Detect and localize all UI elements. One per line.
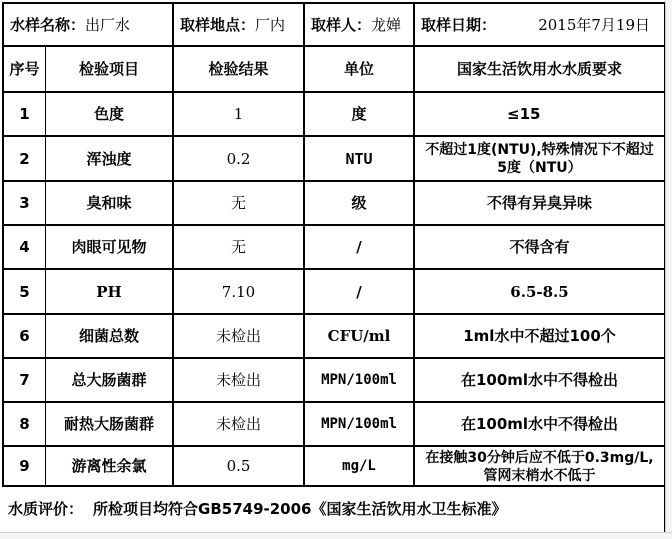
row-number[interactable]: 5 [19, 282, 30, 301]
requirement[interactable]: 不得有异臭异味 [486, 194, 592, 212]
test-item[interactable]: 细菌总数 [78, 327, 139, 345]
location-value: 厂内 [255, 15, 286, 34]
evaluation-text: 所检项目均符合GB5749-2006《国家生活饮用水卫生标准》 [93, 500, 507, 518]
quality-evaluation[interactable] [8, 498, 507, 519]
row-number[interactable]: 2 [19, 149, 30, 168]
unit[interactable]: / [356, 282, 362, 301]
row-number[interactable]: 9 [19, 457, 30, 475]
requirement[interactable]: 1ml水中不超过100个 [463, 327, 616, 345]
test-result[interactable]: 无 [230, 238, 246, 256]
sample-name-label: 水样名称： [10, 15, 86, 34]
column-header-requirement[interactable]: 国家生活饮用水水质要求 [456, 60, 622, 78]
sampler-value: 龙婵 [371, 15, 402, 34]
grid-line [2, 485, 666, 487]
location-label: 取样地点： [180, 15, 256, 34]
test-item[interactable]: 浑浊度 [86, 149, 132, 168]
requirement[interactable]: 在100ml水中不得检出 [460, 415, 619, 433]
evaluation-label: 水质评价： [8, 500, 84, 518]
requirement[interactable]: 在100ml水中不得检出 [460, 371, 619, 389]
date-value: 2015年7月19日 [538, 15, 650, 34]
vertical-scrollbar[interactable] [665, 0, 672, 539]
unit[interactable]: mg/L [342, 458, 376, 474]
column-header-no[interactable]: 序号 [9, 60, 40, 78]
row-number[interactable]: 4 [19, 238, 30, 256]
row-number[interactable]: 3 [19, 194, 30, 212]
test-result[interactable]: 0.2 [226, 149, 251, 168]
test-result[interactable]: 未检出 [215, 327, 261, 345]
unit[interactable]: CFU/ml [327, 327, 391, 345]
row-number[interactable]: 1 [19, 105, 30, 123]
row-number[interactable]: 8 [19, 415, 30, 433]
unit[interactable]: / [356, 238, 362, 256]
unit[interactable]: MPN/100ml [321, 416, 397, 432]
test-result[interactable]: 0.5 [226, 457, 251, 475]
test-result[interactable]: 未检出 [215, 371, 261, 389]
sample-name-value: 出厂水 [85, 15, 131, 34]
test-result[interactable]: 未检出 [215, 415, 261, 433]
requirement[interactable]: 在接触30分钟后应不低于0.3mg/L,管网末梢水不低于 [425, 450, 654, 484]
row-number[interactable]: 6 [19, 327, 30, 345]
horizontal-scrollbar[interactable] [0, 532, 672, 539]
test-item[interactable]: 臭和味 [86, 194, 132, 212]
test-item[interactable]: 色度 [93, 105, 124, 123]
requirement[interactable]: 不得含有 [509, 238, 570, 256]
test-item[interactable]: 总大肠菌群 [71, 371, 147, 389]
test-result[interactable]: 无 [230, 194, 246, 212]
row-number[interactable]: 7 [19, 371, 30, 389]
sample-name-cell[interactable] [4, 4, 172, 45]
test-item[interactable]: PH [96, 282, 122, 301]
requirement[interactable]: ≤15 [507, 105, 541, 123]
unit[interactable]: 级 [351, 194, 367, 212]
date-label: 取样日期： [421, 15, 497, 34]
unit[interactable]: MPN/100ml [321, 372, 397, 388]
requirement[interactable]: 6.5-8.5 [510, 282, 569, 301]
test-item[interactable]: 耐热大肠菌群 [63, 415, 154, 433]
test-item[interactable]: 肉眼可见物 [71, 238, 147, 256]
location-cell[interactable] [174, 4, 303, 45]
test-result[interactable]: 1 [233, 105, 244, 123]
test-item[interactable]: 游离性余氯 [71, 457, 147, 475]
column-header-item[interactable]: 检验项目 [78, 60, 139, 78]
requirement[interactable]: 不超过1度(NTU),特殊情况下不超过5度（NTU） [425, 141, 654, 176]
sampler-cell[interactable] [305, 4, 413, 45]
test-result[interactable]: 7.10 [221, 282, 256, 301]
column-header-unit[interactable]: 单位 [343, 60, 374, 78]
unit[interactable]: NTU [345, 149, 373, 168]
column-header-result[interactable]: 检验结果 [208, 60, 269, 78]
date-cell[interactable] [415, 4, 664, 45]
unit[interactable]: 度 [351, 105, 367, 123]
sampler-label: 取样人： [311, 15, 372, 34]
